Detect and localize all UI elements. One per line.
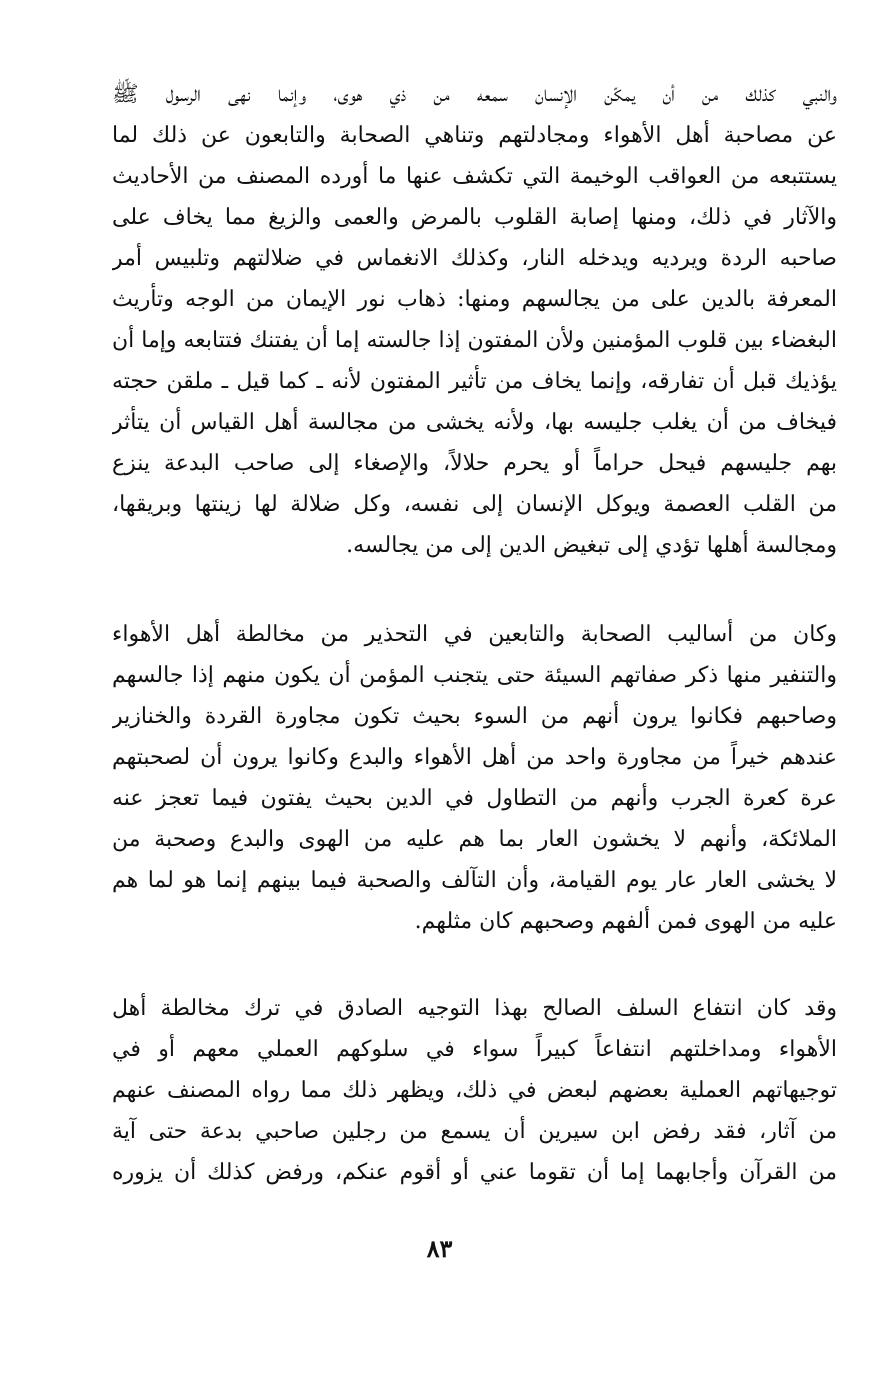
text-line: البغضاء بين قلوب المؤمنين ولأن المفتون إذا جالسته إما أن يفتنك فتتابعه وإما أن: [112, 328, 837, 353]
paragraph-2: [112, 614, 837, 942]
text-line: صاحبه الردة ويرديه ويدخله النار، وكذلك الانغماس في ضلالتهم وتلبيس أمر: [112, 246, 837, 271]
text-line: من القلب العصمة ويوكل الإنسان إلى نفسه، وكل ضلالة لها زينتها وبريقها،: [112, 492, 837, 517]
paragraph-1: [112, 74, 837, 566]
text-line: عرة كعرة الجرب وأنهم من التطاول في الدين بحيث يفتون فيما تعجز عنه: [112, 786, 837, 811]
text-line: ومجالسة أهلها تؤدي إلى تبغيض الدين إلى من يجالسه.: [346, 533, 837, 558]
text-line: والتنفير منها ذكر صفاتهم السيئة حتى يتجنب المؤمن أن يكون منهم إذا جالسهم: [112, 663, 837, 688]
text-line: الملائكة، وأنهم لا يخشون العار بما هم عليه من الهوى والبدع وصحبة من: [112, 827, 837, 852]
paragraph-3: [112, 988, 837, 1193]
text-line: وكان من أساليب الصحابة والتابعين في التحذير من مخالطة أهل الأهواء: [112, 622, 837, 647]
page-number: ٨٣: [426, 1234, 453, 1263]
text-line: والآثار في ذلك، ومنها إصابة القلوب بالمرض والعمى والزيغ مما يخاف على: [112, 205, 837, 230]
text-line: فيخاف من أن يغلب جليسه بها، ولأنه يخشى من مجالسة أهل القياس أن يتأثر: [112, 410, 837, 435]
text-line: الأهواء ومداخلتهم انتفاعاً كبيراً سواء في سلوكهم العملي معهم أو في: [112, 1037, 837, 1062]
text-line: لا يخشى العار عار يوم القيامة، وأن التآلف والصحبة فيما بينهم إنما هو لما هم: [112, 868, 837, 893]
text-line: وصاحبهم فكانوا يرون أنهم من السوء بحيث تكون مجاورة القردة والخنازير: [112, 704, 837, 729]
text-line: عندهم خيراً من مجاورة واحد من أهل الأهواء والبدع وكانوا يرون أن لصحبتهم: [112, 745, 837, 770]
text-line: توجيهاتهم العملية بعضهم لبعض في ذلك، ويظهر ذلك مما رواه المصنف عنهم: [112, 1078, 837, 1103]
text-line: من آثار، فقد رفض ابن سيرين أن يسمع من رجلين صاحبي بدعة حتى آية: [112, 1119, 837, 1144]
text-line: يستتبعه من العواقب الوخيمة التي تكشف عنها ما أورده المصنف من الأحاديث: [112, 164, 837, 189]
text-line: عليه من الهوى فمن ألفهم وصحبهم كان مثلهم.: [414, 909, 837, 934]
text-line: بهم جليسهم فيحل حراماً أو يحرم حلالاً، والإصغاء إلى صاحب البدعة ينزع: [112, 451, 837, 476]
text-line: عن مصاحبة أهل الأهواء ومجادلتهم وتناهي الصحابة والتابعون عن ذلك لما: [112, 123, 837, 148]
text-line: يؤذيك قبل أن تفارقه، وإنما يخاف من تأثير المفتون لأنه ـ كما قيل ـ ملقن حجته: [112, 369, 837, 394]
text-line: وقد كان انتفاع السلف الصالح بهذا التوجيه الصادق في ترك مخالطة أهل: [112, 996, 837, 1021]
text-line: من القرآن وأجابهما إما أن تقوما عني أو أقوم عنكم، ورفض كذلك أن يزوره: [112, 1160, 837, 1185]
text-line: والنبي كذلك من أن يمكّن الإنسان سمعه من ذي هوى، وإنما نهى الرسول ﷺ: [112, 82, 837, 107]
text-line: المعرفة بالدين على من يجالسهم ومنها: ذهاب نور الإيمان من الوجه وتأريث: [112, 287, 837, 312]
